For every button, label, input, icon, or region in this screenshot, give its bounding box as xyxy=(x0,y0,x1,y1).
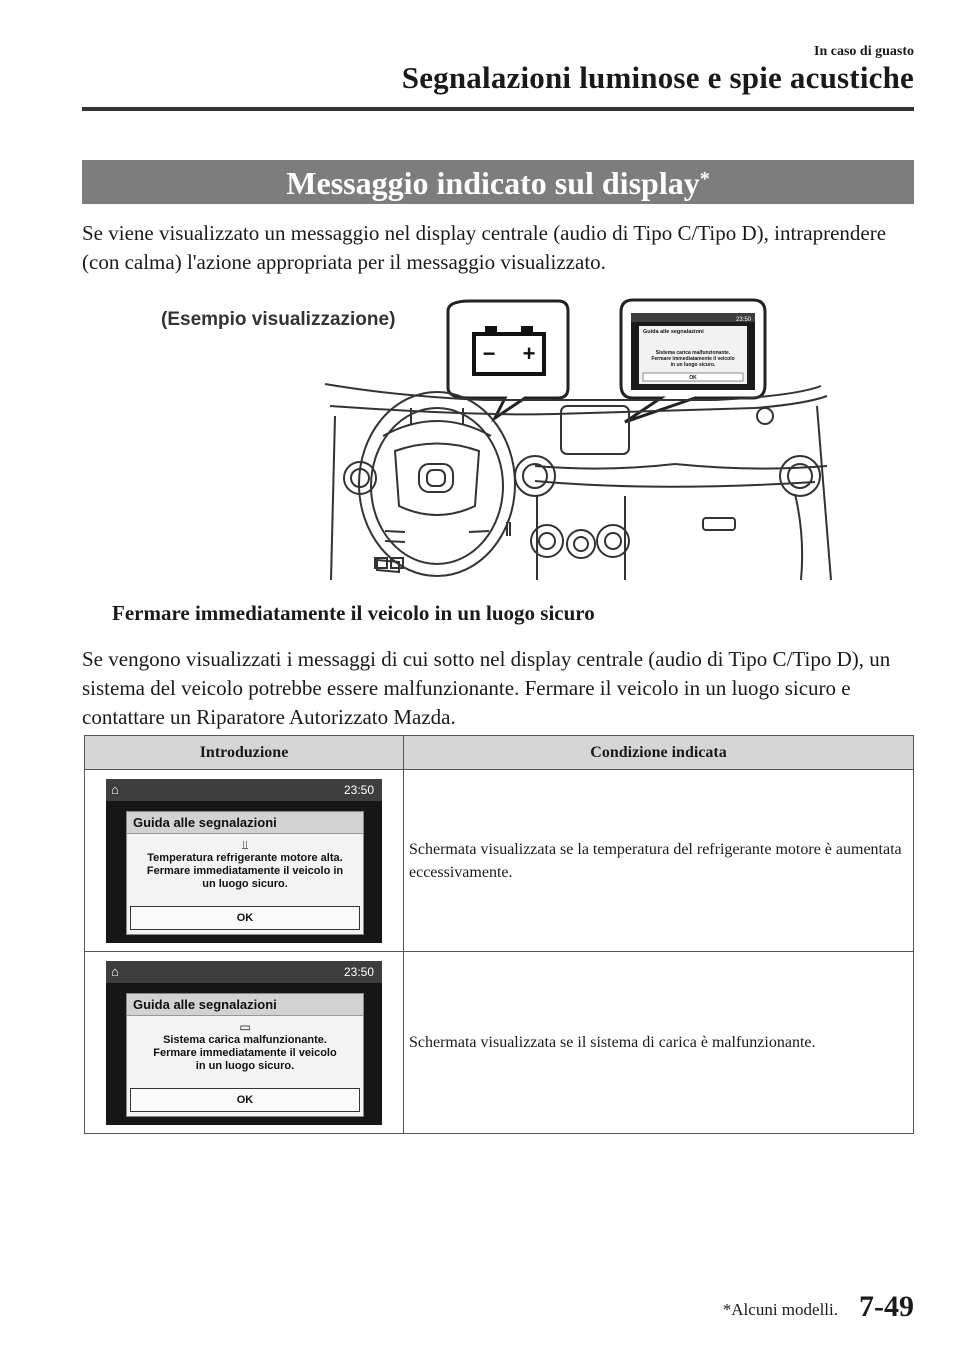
screen-topbar xyxy=(106,961,382,983)
screen-cell xyxy=(85,770,404,952)
mini-screen-ok: OK xyxy=(689,375,697,381)
chapter-title: In caso di guasto xyxy=(814,44,914,59)
screen-line3: in un luogo sicuro. xyxy=(195,1059,295,1072)
banner-title: Messaggio indicato sul display xyxy=(286,165,700,201)
banner-asterisk: * xyxy=(699,168,710,190)
subheading: Fermare immediatamente il veicolo in un luogo sicuro xyxy=(112,601,595,625)
coolant-temperature-icon: ⫫ xyxy=(241,837,249,852)
battery-icon: ▭ xyxy=(239,1019,251,1034)
body-paragraph: Se vengono visualizzati i messaggi di cui sotto nel display centrale (audio di Tipo C/Tipo D), un sistema del veicolo potrebbe essere malfunzionante. Fermare il veicolo in un luogo sicuro e contattare un Riparatore Autorizzato Mazda. xyxy=(82,647,891,729)
mini-screen-line1: Sistema carica malfunzionante. xyxy=(655,350,731,356)
home-icon: ⌂ xyxy=(111,963,119,979)
ok-button: OK xyxy=(130,906,360,930)
example-label: (Esempio visualizzazione) xyxy=(161,309,396,330)
table-row xyxy=(85,952,914,1134)
screen-line2: Fermare immediatamente il veicolo in xyxy=(146,864,344,877)
screen-panel xyxy=(126,811,364,935)
condition-cell: Schermata visualizzata se la temperatura del refrigerante motore è aumentata eccessivamente. xyxy=(404,770,914,952)
screen-clock: 23:50 xyxy=(343,964,374,979)
footnote: *Alcuni modelli. xyxy=(722,1300,838,1319)
message-table xyxy=(84,735,914,1134)
topic-banner xyxy=(82,160,914,204)
screen-cell xyxy=(85,952,404,1134)
screen-panel xyxy=(126,993,364,1117)
screen-panel-title: Guida alle segnalazioni xyxy=(127,812,363,834)
table-row xyxy=(85,770,914,952)
mini-screen-line2: Fermare immediatamente il veicolo xyxy=(651,356,735,362)
screen-callout xyxy=(621,300,765,422)
screen-clock: 23:50 xyxy=(343,782,374,797)
header-introduzione: Introduzione xyxy=(85,736,404,770)
screen-line1: Temperatura refrigerante motore alta. xyxy=(147,851,343,864)
ok-button: OK xyxy=(130,1088,360,1112)
header-condizione: Condizione indicata xyxy=(404,736,914,770)
intro-paragraph: Se viene visualizzato un messaggio nel display centrale (audio di Tipo C/Tipo D), intraprendere (con calma) l'azione appropriata per il messaggio visualizzato. xyxy=(82,221,887,274)
battery-minus-label: − xyxy=(482,341,496,366)
mini-screen-clock: 23:50 xyxy=(735,317,751,323)
screen-line1: Sistema carica malfunzionante. xyxy=(163,1033,327,1046)
screen-panel-title: Guida alle segnalazioni xyxy=(127,994,363,1016)
page-number: 7-49 xyxy=(859,1290,914,1323)
dashboard-illustration xyxy=(155,296,835,586)
screen-topbar xyxy=(106,779,382,801)
screen-line2: Fermare immediatamente il veicolo xyxy=(153,1046,337,1059)
warning-screen-charging xyxy=(106,961,382,1125)
home-icon: ⌂ xyxy=(111,781,119,797)
warning-screen-coolant xyxy=(106,779,382,943)
mini-screen-line3: in un luogo sicuro. xyxy=(670,362,716,368)
dashboard-drawing xyxy=(325,384,831,580)
battery-plus-label: + xyxy=(522,341,536,366)
mini-screen-title: Guida alle segnalazioni xyxy=(643,329,704,335)
screen-line3: un luogo sicuro. xyxy=(202,877,288,890)
table-header-row xyxy=(85,736,914,770)
condition-cell: Schermata visualizzata se il sistema di carica è malfunzionante. xyxy=(404,952,914,1134)
section-title: Segnalazioni luminose e spie acustiche xyxy=(401,60,914,95)
header-rule xyxy=(82,107,914,111)
